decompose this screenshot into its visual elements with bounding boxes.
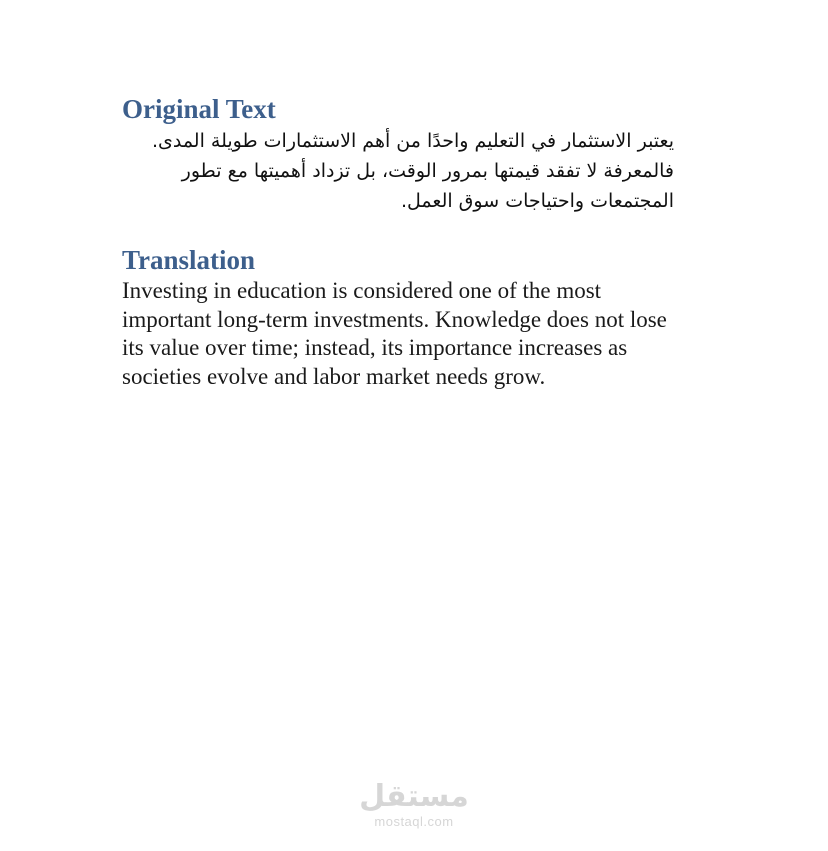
original-text-line: فالمعرفة لا تفقد قيمتها بمرور الوقت، بل تزداد أهميتها مع تطور — [181, 160, 674, 182]
translation-line: societies evolve and labor market needs grow. — [122, 363, 546, 389]
translation-body — [122, 277, 712, 391]
translation-heading: Translation — [122, 245, 256, 275]
translation-line: important long-term investments. Knowledge does not lose — [122, 306, 667, 332]
watermark-url: mostaql.com — [374, 814, 454, 829]
watermark-arabic-logo: مستقل — [359, 779, 469, 814]
original-text-body — [122, 126, 674, 216]
mostaql-watermark — [0, 780, 828, 830]
original-text-line: المجتمعات واحتياجات سوق العمل. — [401, 190, 674, 212]
translation-line: its value over time; instead, its importance increases as — [122, 335, 628, 360]
original-text-section — [122, 92, 707, 216]
translation-line: Investing in education is considered one of the most — [122, 278, 602, 303]
translation-section — [122, 243, 707, 391]
original-text-line: يعتبر الاستثمار في التعليم واحدًا من أهم الاستثمارات طويلة المدى. — [151, 130, 674, 152]
original-text-heading: Original Text — [122, 94, 276, 124]
